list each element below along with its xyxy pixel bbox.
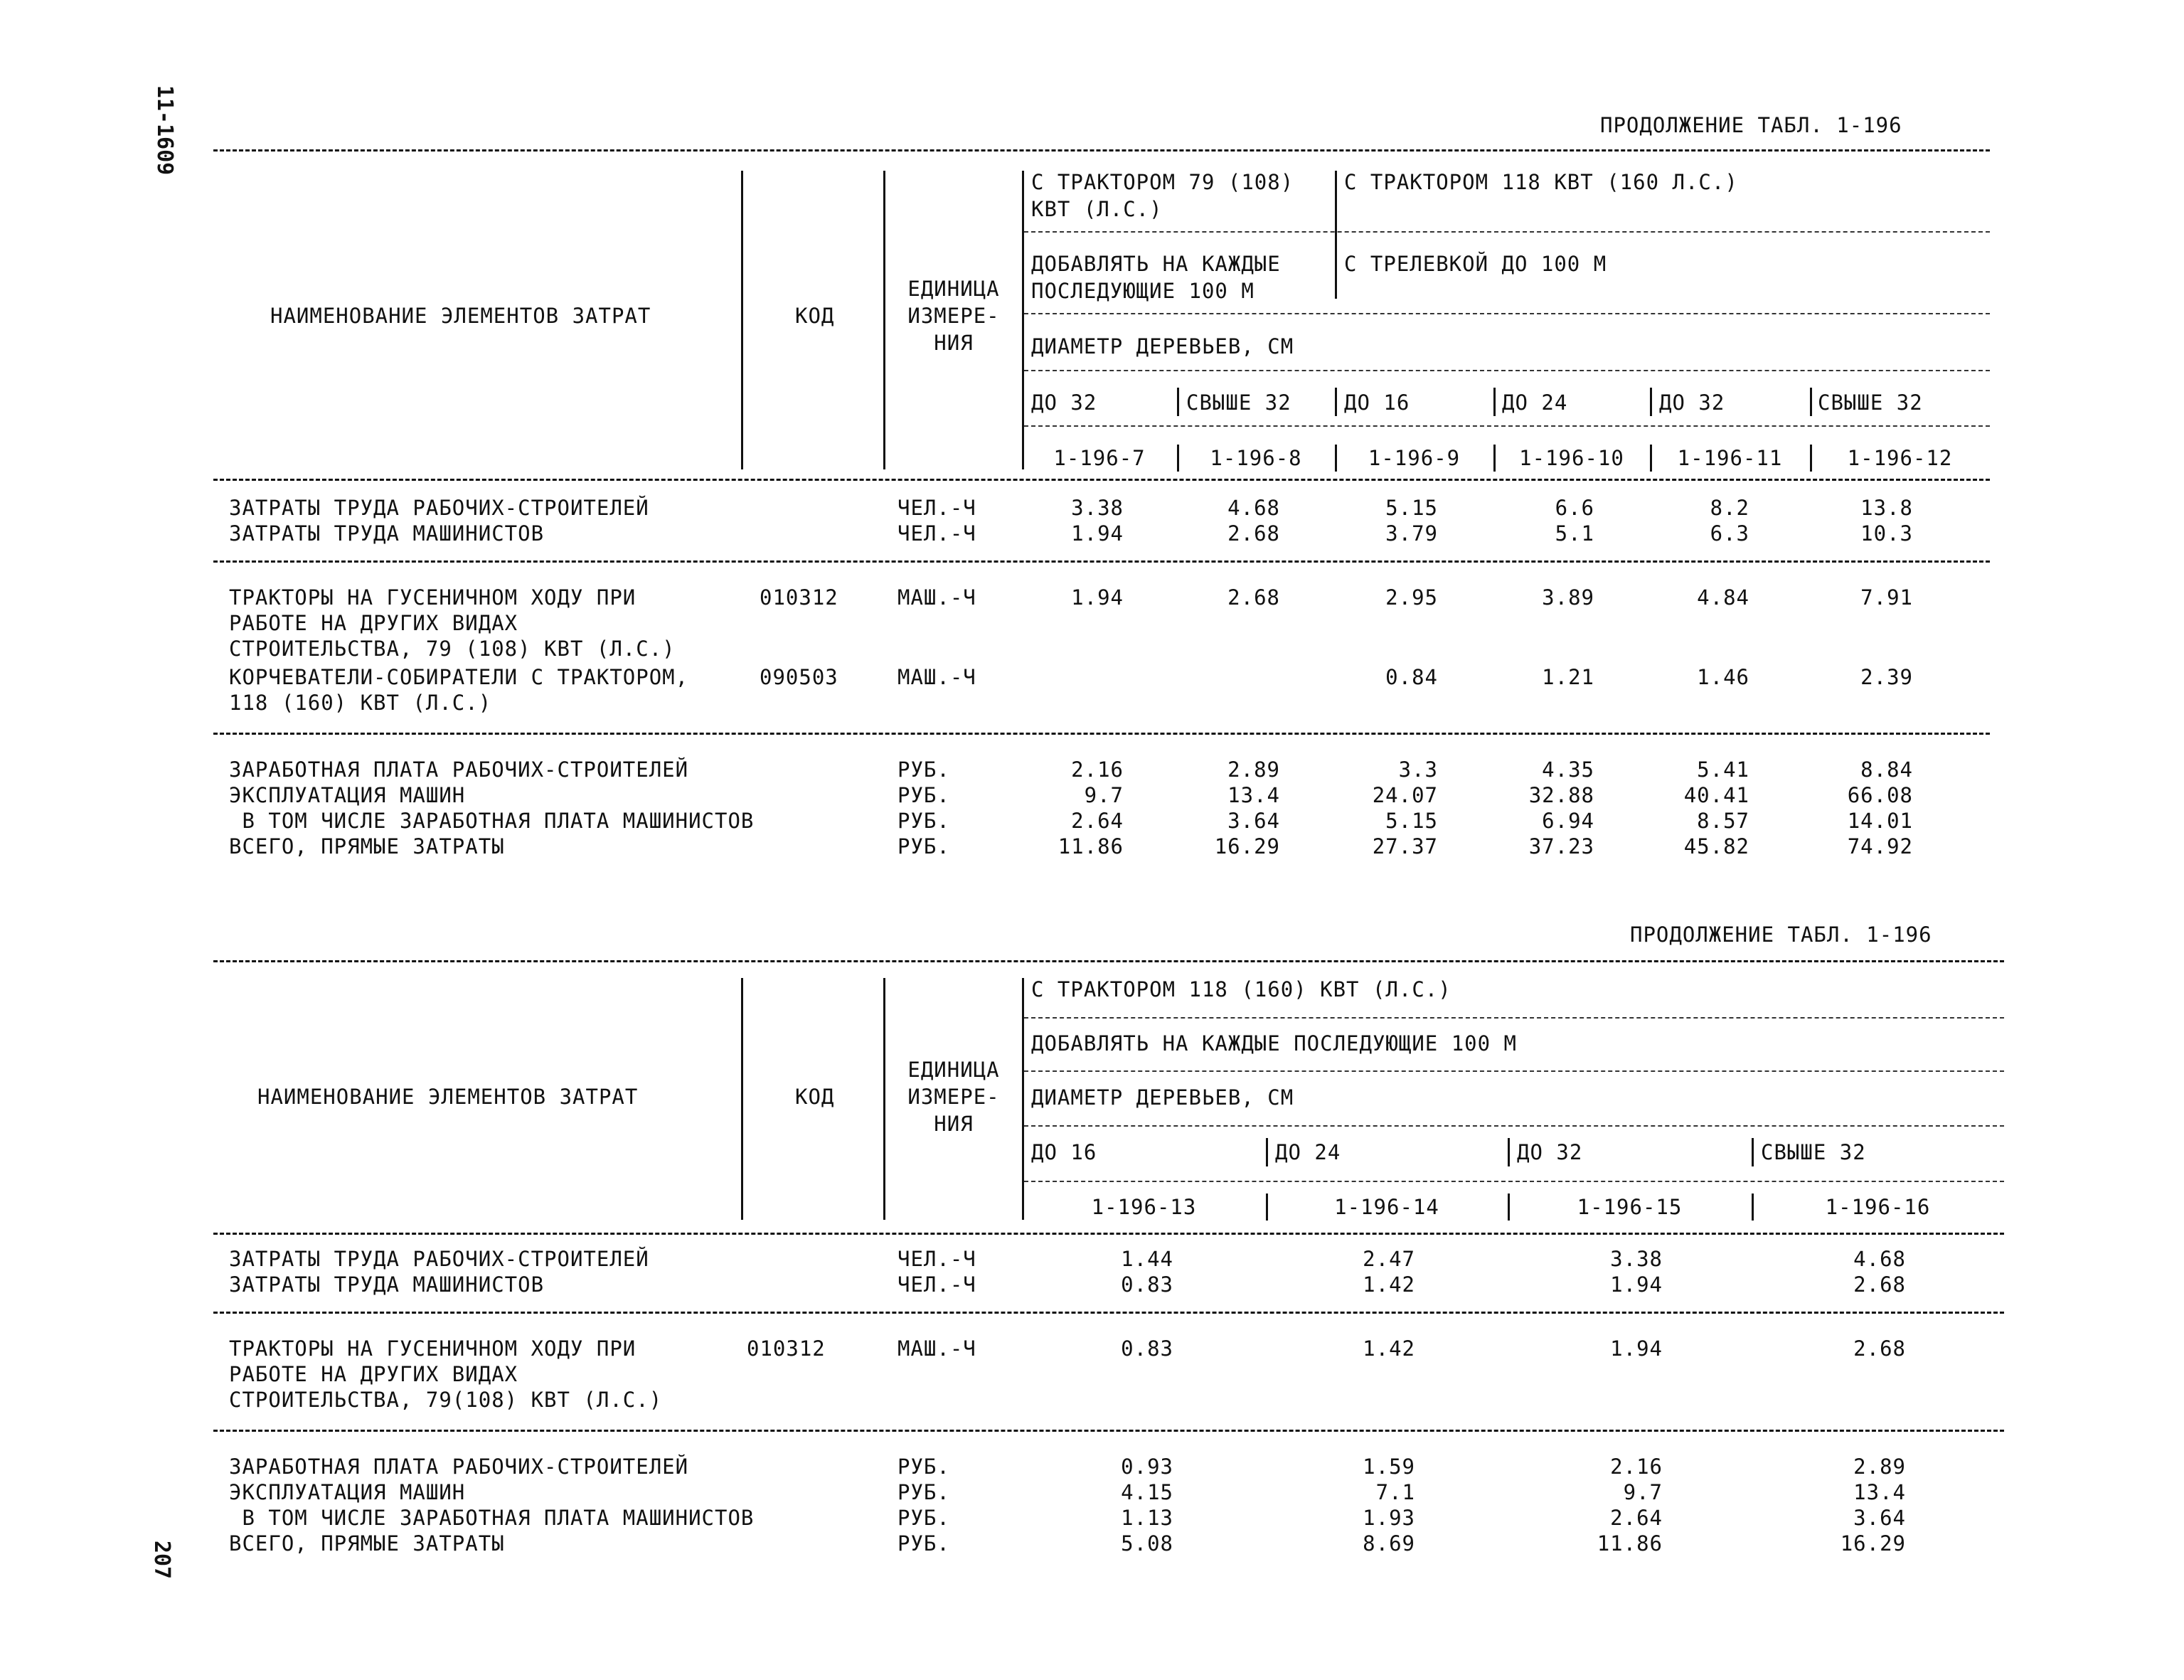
size-label: СВЫШЕ 32 xyxy=(1761,1140,1866,1164)
size-label: ДО 32 xyxy=(1517,1140,1583,1164)
row-value: 1.93 xyxy=(1363,1506,1415,1530)
table-row xyxy=(0,811,1,812)
row-value: 5.1 xyxy=(1555,521,1594,546)
table-1-continuation-title: ПРОДОЛЖЕНИЕ ТАБЛ. 1-196 xyxy=(1600,113,1902,137)
row-name: СТРОИТЕЛЬСТВА, 79(108) КВТ (Л.С.) xyxy=(229,1388,663,1412)
row-name: РАБОТЕ НА ДРУГИХ ВИДАХ xyxy=(229,1362,518,1386)
size-label: СВЫШЕ 32 xyxy=(1186,390,1291,415)
divider xyxy=(1650,445,1652,472)
divider xyxy=(1022,978,1024,1220)
row-value: 1.94 xyxy=(1610,1272,1663,1297)
row-value: 2.64 xyxy=(1071,809,1124,833)
row-value: 66.08 xyxy=(1847,783,1913,807)
divider xyxy=(1650,388,1652,416)
row-value: 4.84 xyxy=(1697,585,1749,610)
divider xyxy=(1335,445,1337,472)
row-value: 0.84 xyxy=(1385,665,1438,689)
column-code: 1-196-15 xyxy=(1577,1195,1683,1219)
row-value: 8.57 xyxy=(1697,809,1749,833)
row-name: В ТОМ ЧИСЛЕ ЗАРАБОТНАЯ ПЛАТА МАШИНИСТОВ xyxy=(229,809,755,833)
row-code: 010312 xyxy=(747,1336,826,1361)
row-value: 40.41 xyxy=(1683,783,1749,807)
side-mark-top: 11-1609 xyxy=(152,85,178,176)
divider xyxy=(1752,1138,1754,1166)
divider xyxy=(1177,445,1179,472)
row-value: 6.6 xyxy=(1555,496,1594,520)
row-unit: МАШ.-Ч xyxy=(897,1336,976,1361)
row-value: 2.68 xyxy=(1227,521,1280,546)
size-label: ДО 16 xyxy=(1031,1140,1097,1164)
table-row xyxy=(0,1249,1,1250)
row-value: 74.92 xyxy=(1847,834,1913,858)
row-value: 13.4 xyxy=(1853,1480,1906,1504)
row-name: ЭКСПЛУАТАЦИЯ МАШИН xyxy=(229,1480,466,1504)
table-row xyxy=(0,498,1,499)
row-value: 1.59 xyxy=(1363,1455,1415,1479)
row-value: 1.21 xyxy=(1542,665,1594,689)
divider xyxy=(1024,313,1990,314)
divider xyxy=(1752,1193,1754,1221)
header-group1-line2: КВТ (Л.С.) xyxy=(1031,197,1163,221)
row-name: СТРОИТЕЛЬСТВА, 79 (108) КВТ (Л.С.) xyxy=(229,637,676,661)
divider xyxy=(213,149,1990,151)
divider xyxy=(1508,1193,1510,1221)
row-value: 8.2 xyxy=(1710,496,1749,520)
row-value: 3.3 xyxy=(1398,757,1438,782)
row-name: ТРАКТОРЫ НА ГУСЕНИЧНОМ ХОДУ ПРИ xyxy=(229,585,636,610)
header-diameter: ДИАМЕТР ДЕРЕВЬЕВ, СМ xyxy=(1031,334,1294,358)
column-code: 1-196-12 xyxy=(1847,446,1953,470)
size-label: ДО 24 xyxy=(1502,390,1568,415)
row-value: 2.47 xyxy=(1363,1247,1415,1271)
row-value: 5.15 xyxy=(1385,496,1438,520)
row-value: 3.79 xyxy=(1385,521,1438,546)
column-code: 1-196-9 xyxy=(1368,446,1461,470)
size-label: СВЫШЕ 32 xyxy=(1818,390,1923,415)
divider xyxy=(1493,388,1496,416)
row-value: 13.4 xyxy=(1227,783,1280,807)
row-value: 0.83 xyxy=(1121,1336,1173,1361)
row-unit: РУБ. xyxy=(897,1480,950,1504)
row-value: 9.7 xyxy=(1623,1480,1663,1504)
divider xyxy=(1266,1138,1268,1166)
row-value: 37.23 xyxy=(1528,834,1594,858)
divider xyxy=(1024,1070,2004,1072)
row-name: ЗАРАБОТНАЯ ПЛАТА РАБОЧИХ-СТРОИТЕЛЕЙ xyxy=(229,1455,689,1479)
row-value: 1.46 xyxy=(1697,665,1749,689)
divider xyxy=(1024,1181,2004,1182)
row-value: 0.93 xyxy=(1121,1455,1173,1479)
column-code: 1-196-13 xyxy=(1091,1195,1197,1219)
divider xyxy=(1335,388,1337,416)
size-label: ДО 24 xyxy=(1275,1140,1341,1164)
divider xyxy=(213,1430,2004,1432)
row-name: В ТОМ ЧИСЛЕ ЗАРАБОТНАЯ ПЛАТА МАШИНИСТОВ xyxy=(229,1506,755,1530)
row-value: 2.68 xyxy=(1227,585,1280,610)
row-unit: РУБ. xyxy=(897,809,950,833)
row-value: 2.16 xyxy=(1071,757,1124,782)
row-value: 2.68 xyxy=(1853,1336,1906,1361)
row-value: 3.38 xyxy=(1071,496,1124,520)
divider xyxy=(741,171,743,469)
row-value: 7.1 xyxy=(1375,1480,1415,1504)
row-value: 13.8 xyxy=(1860,496,1913,520)
row-unit: ЧЕЛ.-Ч xyxy=(897,521,976,546)
divider xyxy=(1810,388,1812,416)
row-value: 1.94 xyxy=(1610,1336,1663,1361)
header-name-column: НАИМЕНОВАНИЕ ЭЛЕМЕНТОВ ЗАТРАТ xyxy=(257,1085,639,1109)
row-value: 3.89 xyxy=(1542,585,1594,610)
table-row xyxy=(0,667,1,668)
divider xyxy=(883,171,885,469)
column-code: 1-196-7 xyxy=(1053,446,1146,470)
row-value: 4.15 xyxy=(1121,1480,1173,1504)
header-sub: ДОБАВЛЯТЬ НА КАЖДЫЕ ПОСЛЕДУЮЩИЕ 100 М xyxy=(1031,1031,1518,1056)
divider xyxy=(1024,1125,2004,1127)
column-code: 1-196-11 xyxy=(1677,446,1783,470)
row-unit: ЧЕЛ.-Ч xyxy=(897,1247,976,1271)
header-unit-line3: НИЯ xyxy=(934,331,974,355)
row-unit: РУБ. xyxy=(897,757,950,782)
row-name: ВСЕГО, ПРЯМЫЕ ЗАТРАТЫ xyxy=(229,1531,505,1556)
row-name: ВСЕГО, ПРЯМЫЕ ЗАТРАТЫ xyxy=(229,834,505,858)
row-value: 2.89 xyxy=(1853,1455,1906,1479)
row-name: ЗАТРАТЫ ТРУДА РАБОЧИХ-СТРОИТЕЛЕЙ xyxy=(229,496,649,520)
column-code: 1-196-16 xyxy=(1825,1195,1931,1219)
divider xyxy=(1177,388,1179,416)
divider xyxy=(1024,1017,2004,1019)
divider xyxy=(213,733,1990,735)
divider xyxy=(1508,1138,1510,1166)
row-name: 118 (160) КВТ (Л.С.) xyxy=(229,691,492,715)
table-2-continuation-title: ПРОДОЛЖЕНИЕ ТАБЛ. 1-196 xyxy=(1630,923,1932,947)
row-value: 8.69 xyxy=(1363,1531,1415,1556)
header-code-column: КОД xyxy=(795,1085,835,1109)
table-row xyxy=(0,523,1,524)
row-name: ЗАТРАТЫ ТРУДА РАБОЧИХ-СТРОИТЕЛЕЙ xyxy=(229,1247,649,1271)
header-unit-line3: НИЯ xyxy=(934,1112,974,1136)
divider xyxy=(1810,445,1812,472)
row-code: 090503 xyxy=(760,665,838,689)
size-label: ДО 32 xyxy=(1031,390,1097,415)
row-value: 3.64 xyxy=(1853,1506,1906,1530)
row-value: 32.88 xyxy=(1528,783,1594,807)
row-unit: МАШ.-Ч xyxy=(897,665,976,689)
divider xyxy=(213,560,1990,563)
row-value: 2.16 xyxy=(1610,1455,1663,1479)
row-value: 2.68 xyxy=(1853,1272,1906,1297)
row-unit: РУБ. xyxy=(897,1506,950,1530)
table-row xyxy=(0,1482,1,1483)
row-value: 16.29 xyxy=(1840,1531,1906,1556)
row-value: 5.08 xyxy=(1121,1531,1173,1556)
row-value: 16.29 xyxy=(1214,834,1280,858)
header-group2: С ТРАКТОРОМ 118 КВТ (160 Л.С.) xyxy=(1344,170,1738,194)
row-name: КОРЧЕВАТЕЛИ-СОБИРАТЕЛИ С ТРАКТОРОМ, xyxy=(229,665,689,689)
divider xyxy=(1024,231,1990,233)
divider xyxy=(883,978,885,1220)
header-unit-line1: ЕДИНИЦА xyxy=(907,277,1000,301)
divider xyxy=(1266,1193,1268,1221)
row-unit: ЧЕЛ.-Ч xyxy=(897,1272,976,1297)
divider xyxy=(213,479,1990,481)
row-unit: ЧЕЛ.-Ч xyxy=(897,496,976,520)
row-value: 45.82 xyxy=(1683,834,1749,858)
row-value: 2.89 xyxy=(1227,757,1280,782)
size-label: ДО 16 xyxy=(1344,390,1410,415)
row-name: РАБОТЕ НА ДРУГИХ ВИДАХ xyxy=(229,611,518,635)
table-row xyxy=(0,1533,1,1534)
row-value: 6.94 xyxy=(1542,809,1594,833)
row-value: 1.13 xyxy=(1121,1506,1173,1530)
row-name: ЗАРАБОТНАЯ ПЛАТА РАБОЧИХ-СТРОИТЕЛЕЙ xyxy=(229,757,689,782)
side-mark-bottom: 207 xyxy=(149,1540,175,1580)
divider xyxy=(1022,171,1024,469)
row-unit: РУБ. xyxy=(897,834,950,858)
row-value: 11.86 xyxy=(1058,834,1124,858)
divider xyxy=(213,960,2004,962)
row-value: 14.01 xyxy=(1847,809,1913,833)
divider xyxy=(213,1312,2004,1314)
header-name-column: НАИМЕНОВАНИЕ ЭЛЕМЕНТОВ ЗАТРАТ xyxy=(270,304,651,328)
row-unit: РУБ. xyxy=(897,1455,950,1479)
column-code: 1-196-8 xyxy=(1210,446,1302,470)
divider xyxy=(213,1233,2004,1235)
row-value: 2.95 xyxy=(1385,585,1438,610)
row-value: 9.7 xyxy=(1084,783,1124,807)
row-value: 8.84 xyxy=(1860,757,1913,782)
row-value: 2.64 xyxy=(1610,1506,1663,1530)
row-code: 010312 xyxy=(760,585,838,610)
column-code: 1-196-10 xyxy=(1519,446,1624,470)
table-row xyxy=(0,836,1,837)
row-value: 7.91 xyxy=(1860,585,1913,610)
row-value: 4.35 xyxy=(1542,757,1594,782)
divider xyxy=(1024,425,1990,427)
header-unit-line2: ИЗМЕРЕ- xyxy=(907,1085,1000,1109)
table-row xyxy=(0,1508,1,1509)
row-unit: РУБ. xyxy=(897,1531,950,1556)
row-value: 1.44 xyxy=(1121,1247,1173,1271)
header-code-column: КОД xyxy=(795,304,835,328)
header-unit-line2: ИЗМЕРЕ- xyxy=(907,304,1000,328)
row-value: 1.94 xyxy=(1071,585,1124,610)
row-value: 24.07 xyxy=(1372,783,1438,807)
row-value: 1.42 xyxy=(1363,1272,1415,1297)
row-value: 1.94 xyxy=(1071,521,1124,546)
row-value: 2.39 xyxy=(1860,665,1913,689)
row-value: 3.64 xyxy=(1227,809,1280,833)
row-value: 4.68 xyxy=(1853,1247,1906,1271)
row-value: 4.68 xyxy=(1227,496,1280,520)
row-value: 5.41 xyxy=(1697,757,1749,782)
header-diameter: ДИАМЕТР ДЕРЕВЬЕВ, СМ xyxy=(1031,1085,1294,1110)
divider xyxy=(1024,370,1990,371)
header-sub2: С ТРЕЛЕВКОЙ ДО 100 М xyxy=(1344,252,1607,276)
header-group1-line1: С ТРАКТОРОМ 79 (108) xyxy=(1031,170,1294,194)
size-label: ДО 32 xyxy=(1659,390,1725,415)
row-value: 0.83 xyxy=(1121,1272,1173,1297)
row-value: 10.3 xyxy=(1860,521,1913,546)
row-value: 3.38 xyxy=(1610,1247,1663,1271)
row-value: 5.15 xyxy=(1385,809,1438,833)
row-value: 1.42 xyxy=(1363,1336,1415,1361)
row-value: 27.37 xyxy=(1372,834,1438,858)
divider xyxy=(741,978,743,1220)
column-code: 1-196-14 xyxy=(1334,1195,1439,1219)
divider xyxy=(1493,445,1496,472)
row-unit: МАШ.-Ч xyxy=(897,585,976,610)
header-unit-line1: ЕДИНИЦА xyxy=(907,1058,1000,1082)
header-group: С ТРАКТОРОМ 118 (160) КВТ (Л.С.) xyxy=(1031,977,1451,1001)
row-name: ЭКСПЛУАТАЦИЯ МАШИН xyxy=(229,783,466,807)
row-value: 6.3 xyxy=(1710,521,1749,546)
row-name: ЗАТРАТЫ ТРУДА МАШИНИСТОВ xyxy=(229,521,545,546)
divider xyxy=(1335,171,1337,299)
header-sub1-line1: ДОБАВЛЯТЬ НА КАЖДЫЕ xyxy=(1031,252,1281,276)
row-unit: РУБ. xyxy=(897,783,950,807)
row-name: ЗАТРАТЫ ТРУДА МАШИНИСТОВ xyxy=(229,1272,545,1297)
table-row xyxy=(0,785,1,786)
row-name: ТРАКТОРЫ НА ГУСЕНИЧНОМ ХОДУ ПРИ xyxy=(229,1336,636,1361)
row-value: 11.86 xyxy=(1597,1531,1663,1556)
header-sub1-line2: ПОСЛЕДУЮЩИЕ 100 М xyxy=(1031,279,1255,303)
